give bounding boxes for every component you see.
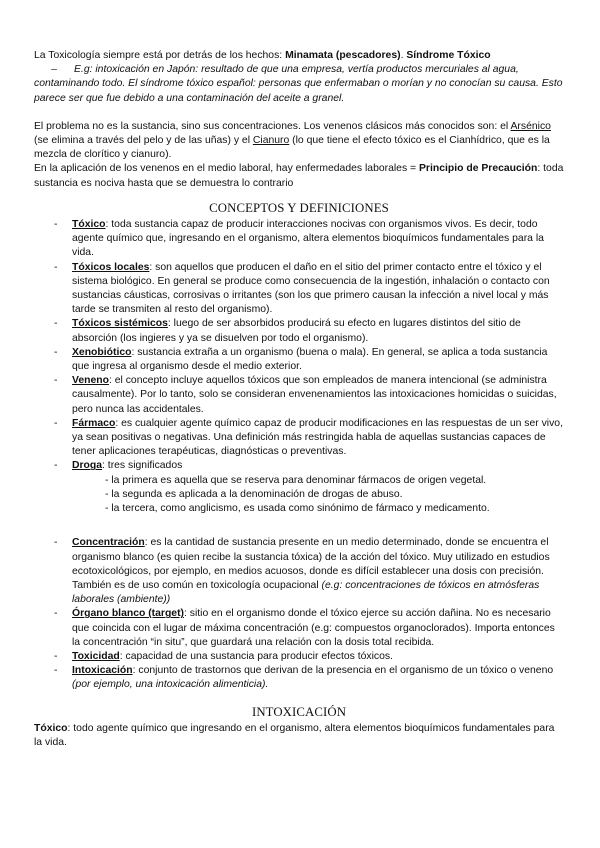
example-dash: – bbox=[51, 64, 57, 76]
term: Tóxico bbox=[72, 219, 106, 231]
list-item: - Xenobiótico: sustancia extraña a un organismo (buena o mala). En general, se aplica a toda sustancia que ingresa al organismo desde el medio exterior. bbox=[54, 346, 548, 373]
intro-line bbox=[34, 49, 564, 63]
term: Droga bbox=[72, 460, 103, 472]
paragraph-precaucion: En la aplicación de los venenos en el medio laboral, hay enfermedades laborales = Principio de Precaución: toda sustancia es nociva hasta que se demuestra lo contrario bbox=[34, 163, 564, 189]
paragraph-venenos: El problema no es la sustancia, sino sus concentraciones. Los venenos clásicos más conocidos son: el Arsénico (se elimina a través del pelo y de las uñas) y el Cianuro (lo que tiene el efecto tóxico es el Cianhídrico, que es la mezcla de clorítico y cianuro). bbox=[34, 120, 551, 161]
list-item: - Intoxicación: conjunto de trastornos que derivan de la presencia en el organismo de un tóxico o veneno (por ejemplo, una intoxicación alimenticia). bbox=[54, 665, 554, 691]
precaucion-bold: Principio de Precaución bbox=[419, 163, 538, 175]
list-item: - Tóxicos locales: son aquellos que producen el daño en el sitio del primer contacto entre el tóxico y el sistema biológico. En general se produce como consecuencia de la ingestión, inhalación o contacto con sustancias cáusticas, corrosivas o irritantes (son los que primero causan la infección a nivel local y más tarde se transmiten al resto del organismo). bbox=[54, 261, 550, 316]
term: Xenobiótico bbox=[72, 346, 132, 358]
term: Concentración bbox=[72, 537, 145, 549]
example-text: E.g: intoxicación en Japón: resultado de que una empresa, vertía productos mercuriales al agua, contaminando todo. El síndrome tóxico español: personas que enfermaban o morían y no conocían su causa. Esto parece ser que fue debido a una contaminación del aceite a granel. bbox=[34, 64, 563, 104]
droga-sub-1: - la primera es aquella que se reserva para denominar fármacos de origen vegetal. bbox=[105, 474, 487, 486]
section-heading-intoxicacion: INTOXICACIÓN bbox=[251, 704, 347, 719]
term: Veneno bbox=[72, 375, 109, 387]
term: Tóxicos locales bbox=[72, 261, 150, 273]
arsenico-term: Arsénico bbox=[510, 120, 551, 132]
definitions-list bbox=[34, 218, 564, 516]
intro-text: La Toxicología siempre está por detrás de los hechos: bbox=[34, 50, 286, 61]
intro-example bbox=[34, 63, 564, 106]
term: Tóxicos sistémicos bbox=[72, 318, 168, 330]
list-item: - Concentración: es la cantidad de sustancia presente en un medio determinado, donde se encuentra el organismo blanco (es quien recibe la sustancia tóxica) de la acción del tóxico. Muy utilizado en estudios ecotoxicológicos, por ejemplo, en medios acuosos, donde es difícil establecer una dosis con precisión. También es de uso común en toxicología ocupacional (e.g: concentraciones de tóxicos en atmósferas laborales (ambiente)) bbox=[54, 537, 550, 606]
paragraph-intoxicacion: Tóxico: todo agente químico que ingresando en el organismo, altera elementos bioquímicos fundamentales para la vida. bbox=[34, 722, 555, 748]
list-item: - Tóxicos sistémicos: luego de ser absorbidos producirá su efecto en lugares distintos del sitio de absorción (los ingieres y ya se disuelven por todo el organismo). bbox=[54, 318, 521, 344]
list-item: - Tóxico: toda sustancia capaz de producir interacciones nocivas con organismos vivos. Es decir, todo agente químico que, ingresando en el organismo, altera elementos bioquímicos fundamentales para la vida. bbox=[54, 219, 544, 259]
list-item: - Fármaco: es cualquier agente químico capaz de producir modificaciones en las respuestas de un ser vivo, ya sean positivas o negativas. Una definición más restringida habla de aquellas sustancias capaces de tener aplicaciones terapéuticas, diagnósticas o preventivas. bbox=[54, 417, 563, 458]
term: Órgano blanco (target) bbox=[72, 608, 184, 620]
term: Tóxico bbox=[34, 722, 68, 734]
definitions-list-2 bbox=[34, 536, 564, 692]
list-item-droga: - Droga: tres significados - la primera es aquella que se reserva para denominar fármacos de origen vegetal. - la segunda es aplicada a la denominación de drogas de abuso. - la tercera, como anglicismo, es usada como sinónimo de fármaco y medicamento. bbox=[34, 459, 564, 516]
list-item: - Toxicidad: capacidad de una sustancia para producir efectos tóxicos. bbox=[54, 650, 393, 662]
minamata-bold: Minamata (pescadores) bbox=[285, 50, 401, 61]
droga-sub-2: - la segunda es aplicada a la denominación de drogas de abuso. bbox=[105, 488, 403, 500]
list-item: - Órgano blanco (target): sitio en el organismo donde el tóxico ejerce su acción dañina. No es necesario que coincida con el lugar de máxima concentración (e.g: compuestos organoclorados). Importa entonces la concentración “in situ”, que guardará una relación con la dosis total recibida. bbox=[54, 608, 555, 648]
sindrome-bold: Síndrome Tóxico bbox=[406, 50, 491, 61]
term: Fármaco bbox=[72, 417, 116, 429]
cianuro-term: Cianuro bbox=[252, 135, 290, 147]
term: Intoxicación bbox=[72, 665, 133, 677]
list-item: - Veneno: el concepto incluye aquellos tóxicos que son empleados de manera intencional (se administra causalmente). Por lo tanto, solo se consideran envenenamientos las intoxicaciones homicidas o suicidas, pero nunca las accidentales. bbox=[54, 375, 557, 415]
document-page bbox=[34, 49, 564, 750]
section-heading-conceptos: CONCEPTOS Y DEFINICIONES bbox=[209, 200, 389, 215]
intro-sep: . bbox=[400, 50, 407, 61]
term: Toxicidad bbox=[72, 650, 120, 662]
droga-sub-3: - la tercera, como anglicismo, es usada como sinónimo de fármaco y medicamento. bbox=[105, 503, 490, 515]
